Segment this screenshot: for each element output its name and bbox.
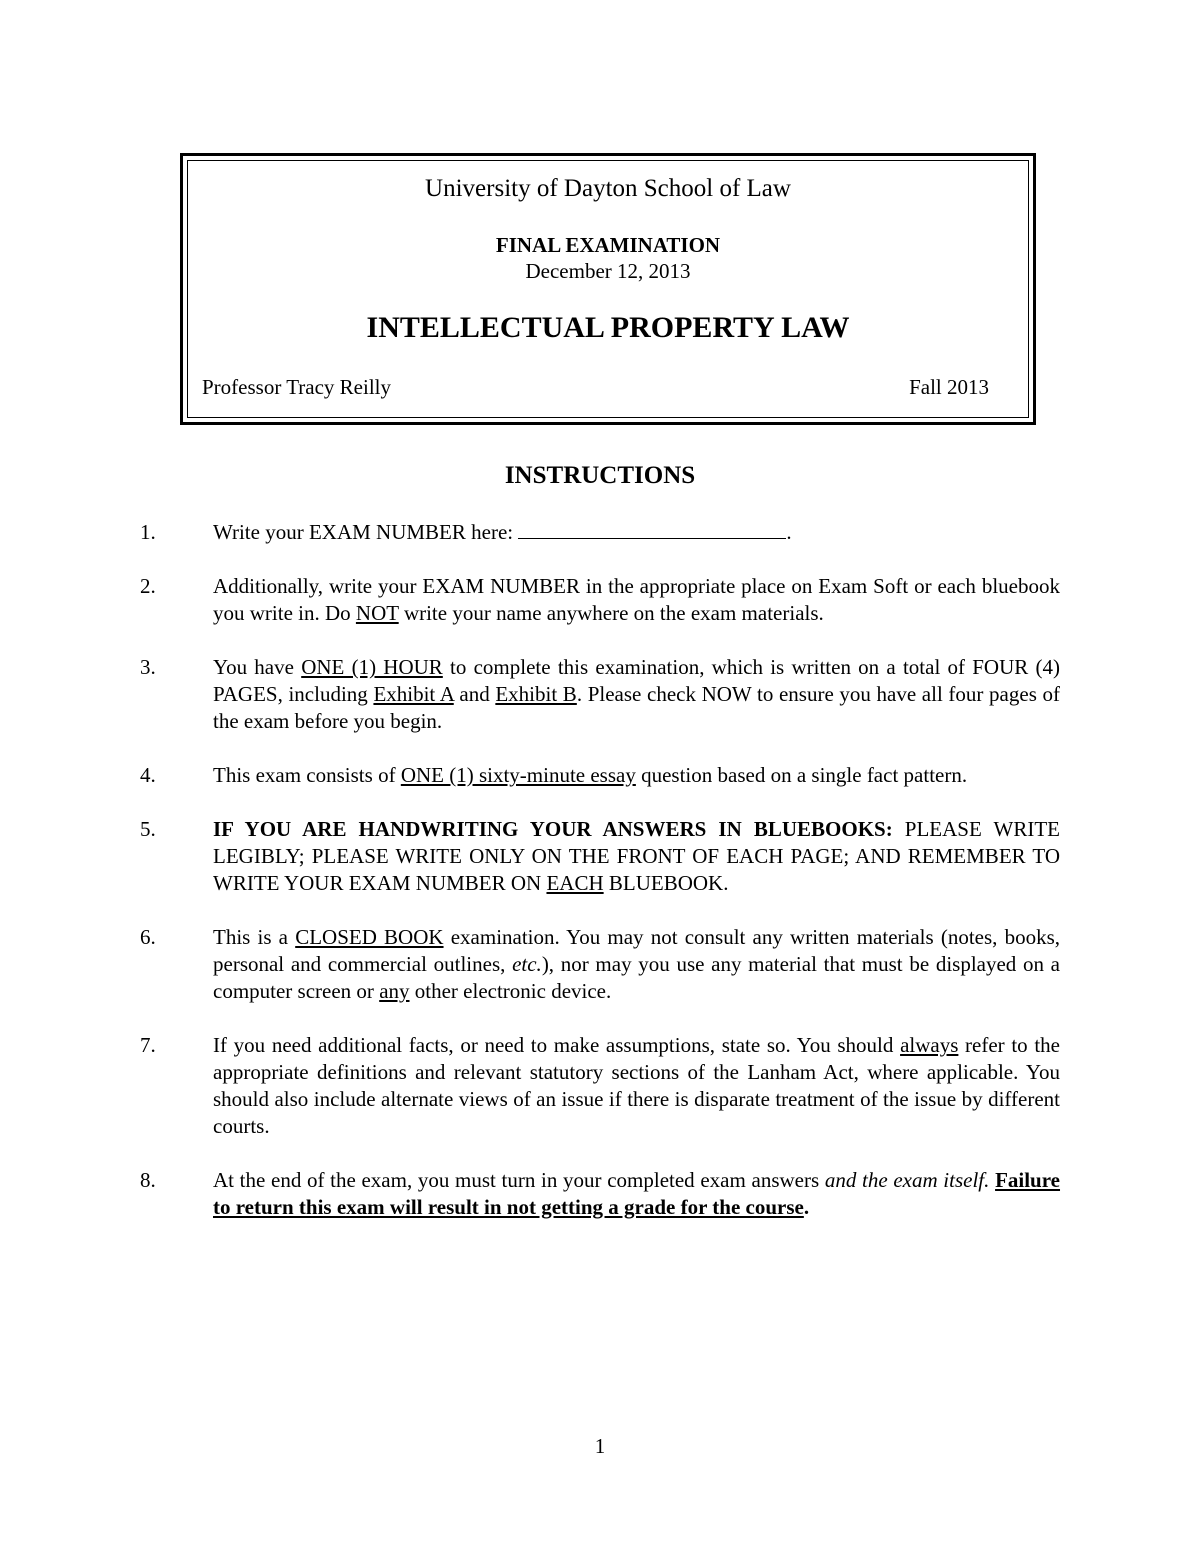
underlined-text: always — [900, 1033, 959, 1057]
item-text — [213, 519, 1060, 546]
text-segment: Additionally, write your EXAM NUMBER in the appropriate place on Exam Soft or each bluebook you write in. Do — [213, 574, 1060, 625]
instruction-item-6 — [140, 924, 1070, 1005]
bold-text: . — [803, 1195, 810, 1219]
text-segment: . — [786, 520, 792, 544]
item-text — [213, 762, 1060, 789]
text-segment: Write your EXAM NUMBER here: — [213, 520, 519, 544]
exam-header-inner-border — [187, 160, 1029, 418]
professor-name: Professor Tracy Reilly — [202, 375, 391, 399]
item-number: 1. — [140, 520, 156, 544]
item-number: 5. — [140, 817, 156, 841]
item-text — [213, 1032, 1060, 1140]
item-number: 3. — [140, 655, 156, 679]
exam-number-blank[interactable] — [518, 520, 786, 539]
text-segment: You have — [213, 655, 302, 679]
text-segment: ), nor may you use any material that must be displayed on a computer screen or — [213, 952, 1060, 1003]
item-text — [213, 816, 1060, 897]
item-text — [213, 1167, 1060, 1221]
text-segment: BLUEBOOK. — [603, 871, 729, 895]
item-number: 2. — [140, 574, 156, 598]
underlined-text: ONE (1) HOUR — [301, 655, 443, 679]
underlined-text: any — [379, 979, 410, 1003]
text-segment: This is a — [213, 925, 296, 949]
instruction-item-7 — [140, 1032, 1070, 1140]
text-segment: and — [453, 682, 496, 706]
italic-text: etc. — [512, 952, 542, 976]
item-number: 6. — [140, 925, 156, 949]
underlined-text: Exhibit A — [373, 682, 454, 706]
underlined-text: CLOSED BOOK — [295, 925, 444, 949]
text-segment: PLEASE WRITE LEGIBLY; PLEASE WRITE ONLY ON THE FRONT OF EACH PAGE; AND REMEMBER TO WRITE YOUR EXAM NUMBER ON — [213, 817, 1060, 895]
text-segment: write your name anywhere on the exam materials. — [398, 601, 824, 625]
instruction-item-3 — [140, 654, 1070, 735]
italic-text: and the exam itself. — [824, 1168, 990, 1192]
item-number: 4. — [140, 763, 156, 787]
instruction-item-5 — [140, 816, 1070, 897]
text-segment: This exam consists of — [213, 763, 401, 787]
exam-header-box — [180, 153, 1036, 425]
item-number: 8. — [140, 1168, 156, 1192]
exam-date: December 12, 2013 — [525, 259, 691, 283]
exam-type: FINAL EXAMINATION — [495, 233, 721, 257]
course-title: INTELLECTUAL PROPERTY LAW — [366, 311, 850, 344]
text-segment: examination. You may not consult any written materials (notes, books, personal and commercial outlines, — [213, 925, 1061, 976]
item-text — [213, 654, 1060, 735]
text-segment: At the end of the exam, you must turn in your completed exam answers — [213, 1168, 825, 1192]
underlined-text: NOT — [355, 601, 399, 625]
underlined-text: ONE (1) sixty-minute essay — [400, 763, 636, 787]
text-segment: other electronic device. — [409, 979, 612, 1003]
text-segment: . Please check NOW to ensure you have all four pages of the exam before you begin. — [213, 682, 1060, 733]
underlined-text: EACH — [546, 871, 604, 895]
text-segment: to complete this examination, which is written on a total of FOUR (4) PAGES, including — [213, 655, 1060, 706]
instructions-heading: INSTRUCTIONS — [504, 462, 696, 489]
underlined-text: Exhibit B — [495, 682, 577, 706]
instruction-item-1 — [140, 519, 1070, 546]
text-segment: If you need additional facts, or need to make assumptions, state so. You should — [213, 1033, 901, 1057]
item-text — [213, 573, 1060, 627]
item-text — [213, 924, 1060, 1005]
text-segment: question based on a single fact pattern. — [635, 763, 968, 787]
item-number: 7. — [140, 1033, 156, 1057]
text-segment: refer to the appropriate definitions and relevant statutory sections of the Lanham Act, where applicable. You should also include alternate views of an issue if there is disparate treatment of the issue by different courts. — [213, 1033, 1060, 1138]
instruction-item-8 — [140, 1167, 1070, 1221]
instruction-item-4 — [140, 762, 1070, 789]
school-name: University of Dayton School of Law — [425, 175, 791, 202]
bold-text: IF YOU ARE HANDWRITING YOUR ANSWERS IN BLUEBOOKS: — [213, 817, 893, 841]
instruction-item-2 — [140, 573, 1070, 627]
page-number: 1 — [594, 1434, 606, 1458]
term: Fall 2013 — [909, 375, 989, 399]
bold-underlined-text: Failure to return this exam will result in not getting a grade for the course — [213, 1168, 1061, 1219]
